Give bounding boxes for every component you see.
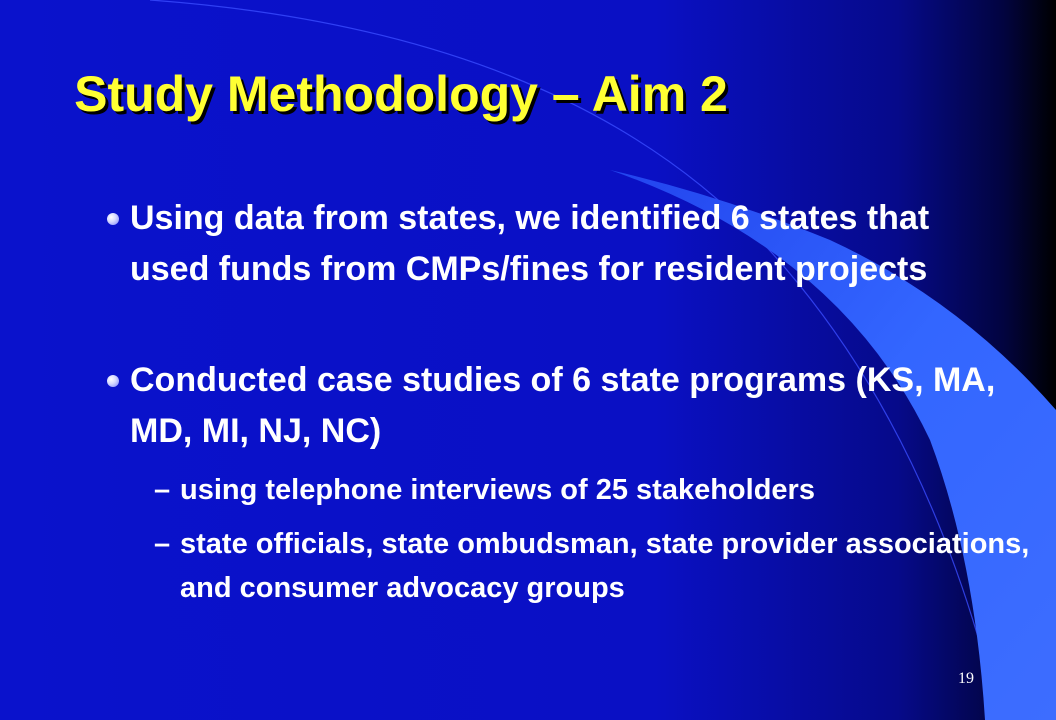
sub-bullet-text: using telephone interviews of 25 stakeholders [180, 474, 815, 506]
dash-marker: – [154, 474, 171, 506]
bullet-text: Conducted case studies of 6 state programs (KS, MA, MD, MI, NJ, NC) [130, 361, 996, 450]
page-number: 19 [958, 670, 974, 687]
round-bullet-icon [107, 375, 119, 387]
sub-bullet-text: state officials, state ombudsman, state provider associations, and consumer advocacy groups [180, 528, 1030, 604]
dash-marker: – [154, 528, 171, 560]
sub-bullet-item [154, 468, 1030, 512]
slide-title: Study Methodology – Aim 2 [74, 66, 728, 122]
sub-bullet-item [154, 522, 1030, 610]
round-bullet-icon [107, 213, 119, 225]
bullet-text: Using data from states, we identified 6 states that used funds from CMPs/fines for resident projects [130, 199, 930, 288]
bullet-item [130, 193, 1010, 295]
bullet-item [130, 355, 1010, 457]
